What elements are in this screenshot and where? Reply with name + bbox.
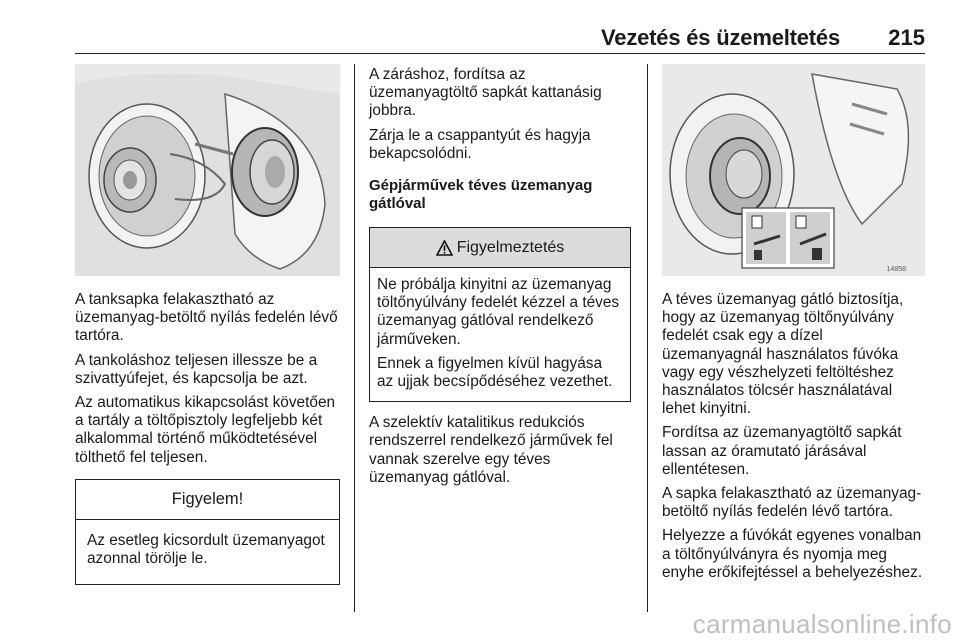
paragraph: A záráshoz, fordítsa az üzemanyagtöltő sapkát kattanásig jobbra. [369,66,602,120]
paragraph: A téves üzemanyag gátló biztosítja, hogy az üzemanyag töltőnyúlvány fedelét csak egy a dízel üzemanyagnál használatos fúvóka vagy egy vészhelyzeti feltöltéshez használatos tölcsér használatával lehet kinyitni. [662,291,904,418]
watermark: carmanualsonline.info [692,609,952,639]
page-header [75,20,925,54]
warning-header [370,228,630,268]
paragraph: Az automatikus kikapcsolást követően a tartály a töltőpisztoly legfeljebb két alkalommal történő működtetésével tölthető fel teljesen. [75,394,336,466]
fuel-cap-illustration [75,64,340,276]
paragraph: Fordítsa az üzemanyagtöltő sapkát lassan az óramutató járásával ellentétesen. [662,424,902,478]
page-title: Vezetés és üzemeltetés [601,25,840,50]
fuel-door-open-icon [75,64,340,276]
warning-box [369,227,631,402]
paragraph: A tankoláshoz teljesen illessze be a szivattyúfejet, és kapcsolja be azt. [75,351,318,387]
column-1 [75,64,340,585]
warning-paragraph: Ennek a figyelmen kívül hagyása az ujjak becsípődéséhez vezethet. [377,354,613,391]
notice-box [75,479,340,585]
image-code: 14858 [886,266,906,273]
warning-heading: Figyelmeztetés [456,238,565,256]
paragraph: A sapka felakasztható az üzemanyag-betöltő nyílás fedelén lévő tartóra. [662,485,922,521]
notice-heading: Figyelem! [76,480,339,520]
paragraph: A szelektív katalitikus redukciós rendszerrel rendelkező járművek fel vannak szerelve egy téves üzemanyag gátlóval. [369,414,613,486]
column-divider-2 [647,64,648,612]
page-number: 215 [888,25,925,50]
misfuel-inhibitor-illustration [662,64,925,276]
paragraph: A tanksapka felakasztható az üzemanyag-betöltő nyílás fedelén lévő tartóra. [75,291,338,345]
warning-triangle-icon [436,240,453,256]
notice-text: Az esetleg kicsordult üzemanyagot azonnal törölje le. [87,531,325,568]
section-subheading: Gépjárművek téves üzemanyag gátlóval [369,177,593,213]
warning-paragraph: Ne próbálja kinyitni az üzemanyag töltőnyúlvány fedelét kézzel a téves üzemanyag gátlóval rendelkező járműveken. [377,276,620,348]
misfuel-inhibitor-icon [662,64,925,276]
paragraph: Zárja le a csappantyút és hagyja bekapcsolódni. [369,126,591,162]
column-2 [369,66,631,493]
paragraph: Helyezze a fúvókát egyenes vonalban a töltőnyúlványra és nyomja meg enyhe erőkifejtéssel a behelyezéshez. [662,527,923,581]
column-3 [662,64,925,588]
column-divider-1 [354,64,355,612]
